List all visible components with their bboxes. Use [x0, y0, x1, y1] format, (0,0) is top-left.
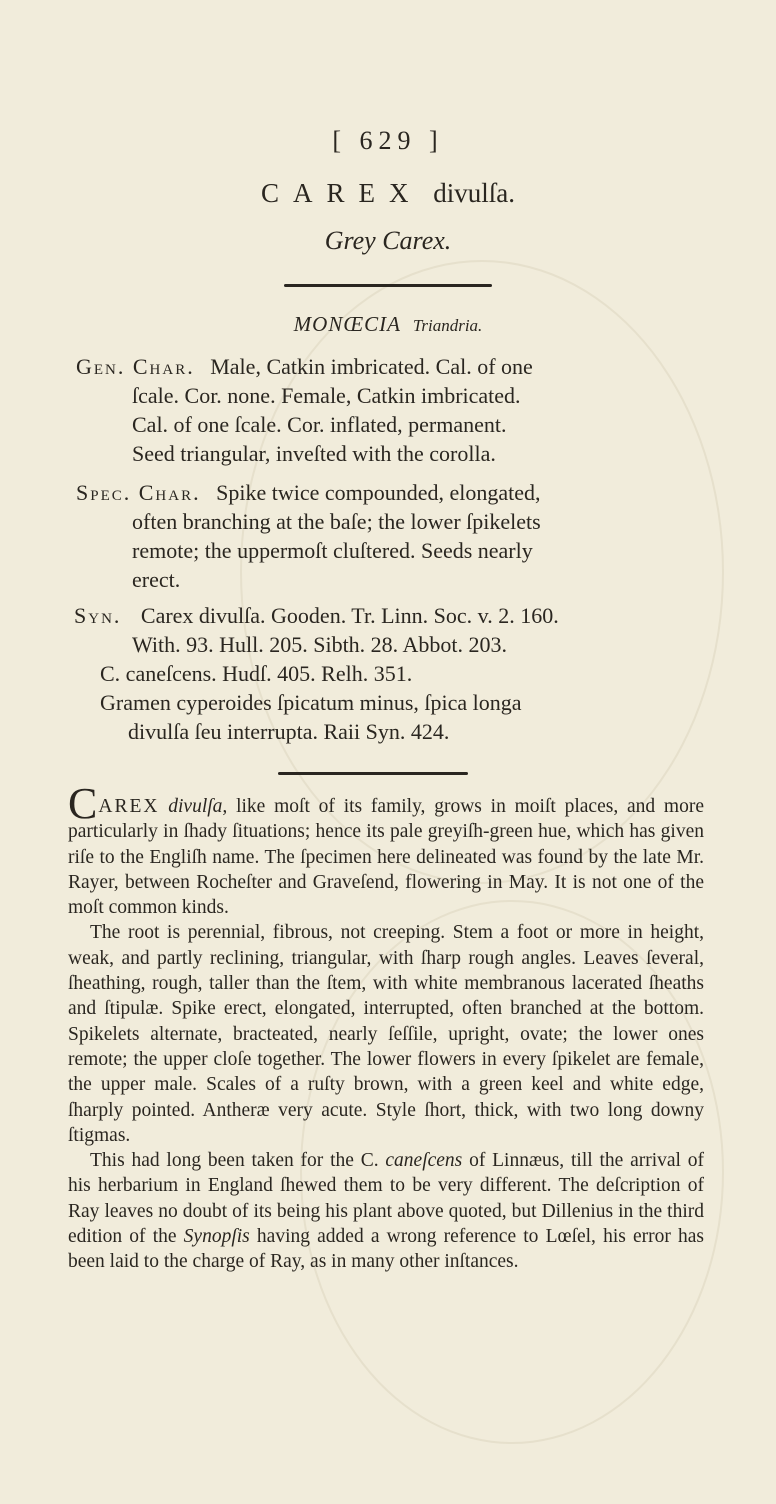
spec-char-line: Spike twice compounded, elongated,	[216, 480, 541, 505]
body-divider	[278, 772, 468, 775]
paragraph-text: of Linnæus, till the arrival of his herbarium in England ſhewed them to be very different. The deſcription of Ray leaves no doubt of its being his plant above quoted, but Dillenius in the third edition of the	[68, 1150, 705, 1248]
page-number: [ 629 ]	[332, 126, 444, 155]
spec-char-line: remote; the uppermoſt cluſtered. Seeds nearly	[132, 538, 533, 563]
genus-name: CAREX	[260, 178, 423, 208]
gen-char-label: Gen. Char.	[76, 354, 195, 379]
gen-char-line: Seed triangular, inveſted with the corolla.	[132, 441, 496, 466]
syn-line: divulſa ſeu interrupta. Raii Syn. 424.	[128, 719, 450, 744]
description	[68, 779, 705, 1275]
linnaean-classification	[0, 312, 776, 337]
order-name: Triandria.	[412, 316, 483, 335]
paragraph-text: like moſt of its family, grows in moiſt places, and more particularly in ſhady ſituations; hence its pale greyiſh-green hue, which has given riſe to the Engliſh name. The ſpecimen here delineated was found by the late Mr. Rayer, between Rocheſter and Graveſend, flowering in May. It is not one of the moſt common kinds.	[68, 796, 705, 919]
genus-word: AREX	[98, 796, 160, 817]
title-divider	[284, 284, 492, 287]
gen-char-line: Male, Catkin imbricated. Cal. of one	[210, 354, 533, 379]
paragraph: The root is perennial, fibrous, not creeping. Stem a foot or more in height, weak, and partly reclining, triangular, with ſharp rough angles. Leaves ſeveral, ſheathing, rough, taller than the ſtem, with white membranous lacerated ſheaths and ſtipulæ. Spike erect, elongated, interrupted, often branched at the bottom. Spikelets alternate, bracteated, nearly ſeſſile, upright, ovate; the lower ones remote; the upper cloſe together. The lower flowers in every ſpikelet are female, the upper male. Scales of a ruſty brown, with a green keel and white edge, ſharply pointed. Antheræ very acute. Style ſhort, thick, with two long downy ſtigmas.	[68, 922, 704, 1146]
spec-char-line: often branching at the baſe; the lower ſpikelets	[132, 509, 541, 534]
italic-term: Synopſis	[183, 1226, 250, 1248]
spec-char-line: erect.	[132, 567, 181, 592]
class-name: MONŒCIA	[293, 312, 401, 336]
gen-char-line: Cal. of one ſcale. Cor. inflated, permanent.	[132, 412, 507, 437]
paragraph-text: having added a wrong reference to Lœſel, his error has been laid to the charge of Ray, as in many other inſtances.	[68, 1226, 705, 1273]
drop-cap: C	[68, 779, 98, 828]
common-name: Grey Carex.	[324, 226, 452, 255]
species-name: divulſa.	[433, 178, 515, 208]
species-title	[0, 178, 776, 209]
gen-char-line: ſcale. Cor. none. Female, Catkin imbricated.	[132, 383, 521, 408]
syn-label: Syn.	[74, 603, 122, 628]
italic-term: caneſcens	[385, 1150, 463, 1172]
spec-char-label: Spec. Char.	[76, 480, 201, 505]
syn-line: Gramen cyperoides ſpicatum minus, ſpica longa	[100, 690, 522, 715]
paragraph-text: This had long been taken for the C.	[90, 1150, 379, 1172]
syn-line: C. caneſcens. Hudſ. 405. Relh. 351.	[100, 661, 413, 686]
paragraph	[68, 779, 705, 920]
syn-line: With. 93. Hull. 205. Sibth. 28. Abbot. 203.	[132, 632, 507, 657]
paragraph	[68, 1148, 704, 1274]
syn-line: Carex divulſa. Gooden. Tr. Linn. Soc. v. 2. 160.	[140, 603, 559, 628]
species-word: divulſa,	[168, 796, 228, 817]
